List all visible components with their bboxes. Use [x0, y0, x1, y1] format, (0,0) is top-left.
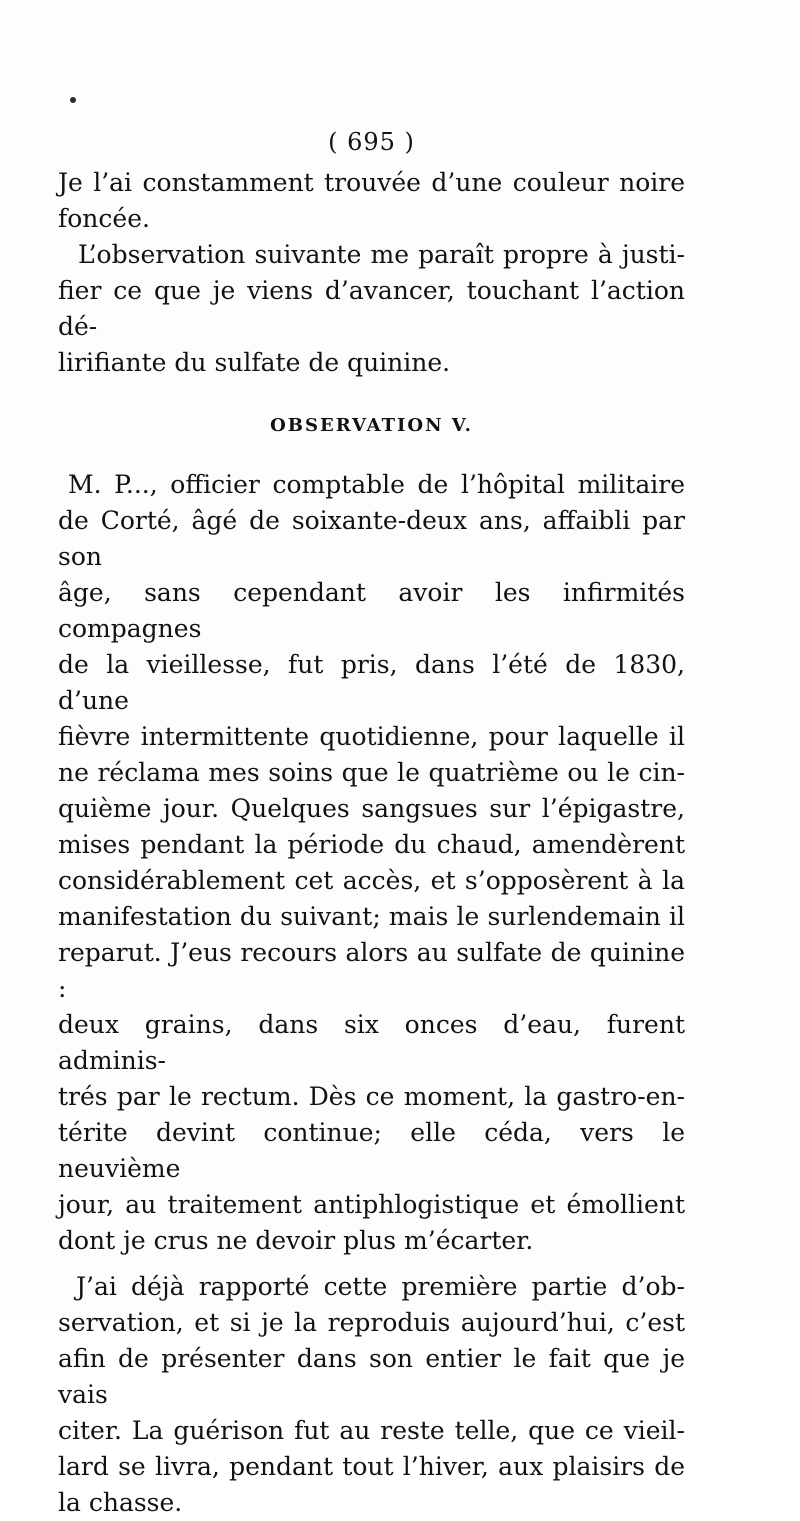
text-line: citer. La guérison fut au reste telle, que ce vieil-: [58, 1416, 685, 1445]
text-line: térite devint continue; elle céda, vers le neuvième: [58, 1118, 685, 1183]
text-line: de Corté, âgé de soixante-deux ans, affaibli par son: [58, 506, 685, 571]
text-line: afin de présenter dans son entier le fait que je vais: [58, 1344, 685, 1409]
section-heading: OBSERVATION V.: [270, 415, 473, 436]
text-line: jour, au traitement antiphlogistique et émollient: [58, 1190, 685, 1219]
paragraph-gap: [58, 1259, 685, 1269]
text-line: dont je crus ne devoir plus m’écarter.: [58, 1226, 534, 1255]
page-number: ( 695 ): [328, 128, 415, 156]
page-text: [58, 125, 685, 1521]
text-line: Je l’ai constamment trouvée d’une couleur noire: [58, 168, 685, 197]
text-line: lard se livra, pendant tout l’hiver, aux plaisirs de: [58, 1452, 685, 1481]
text-line: J’ai déjà rapporté cette première partie d’ob-: [76, 1272, 685, 1301]
text-line: reparut. J’eus recours alors au sulfate de quinine :: [58, 938, 685, 1003]
text-line: considérablement cet accès, et s’opposèrent à la: [58, 866, 685, 895]
text-line: foncée.: [58, 204, 150, 233]
text-line: quième jour. Quelques sangsues sur l’épigastre,: [58, 794, 685, 823]
text-line: L’observation suivante me paraît propre à justi-: [78, 240, 685, 269]
text-line: de la vieillesse, fut pris, dans l’été de 1830, d’une: [58, 650, 685, 715]
ink-speck: [70, 97, 76, 103]
text-line: manifestation du suivant; mais le surlendemain il: [58, 902, 685, 931]
paragraph-4: [58, 1269, 685, 1521]
text-line: ne réclama mes soins que le quatrième ou le cin-: [58, 758, 685, 787]
text-line: lirifiante du sulfate de quinine.: [58, 348, 451, 377]
text-line: âge, sans cependant avoir les infirmités compagnes: [58, 578, 685, 643]
text-line: la chasse.: [58, 1488, 183, 1517]
text-line: mises pendant la période du chaud, amendèrent: [58, 830, 685, 859]
text-line: fièvre intermittente quotidienne, pour laquelle il: [58, 722, 685, 751]
text-line: deux grains, dans six onces d’eau, furent adminis-: [58, 1010, 685, 1075]
paragraph-3: [58, 467, 685, 1259]
paragraph-2: [58, 237, 685, 381]
text-line: fier ce que je viens d’avancer, touchant l’action dé-: [58, 276, 685, 341]
paragraph-1: [58, 165, 685, 237]
text-line: M. P..., officier comptable de l’hôpital militaire: [68, 470, 685, 499]
text-line: servation, et si je la reproduis aujourd’hui, c’est: [58, 1308, 685, 1337]
text-line: trés par le rectum. Dès ce moment, la gastro-en-: [58, 1082, 685, 1111]
